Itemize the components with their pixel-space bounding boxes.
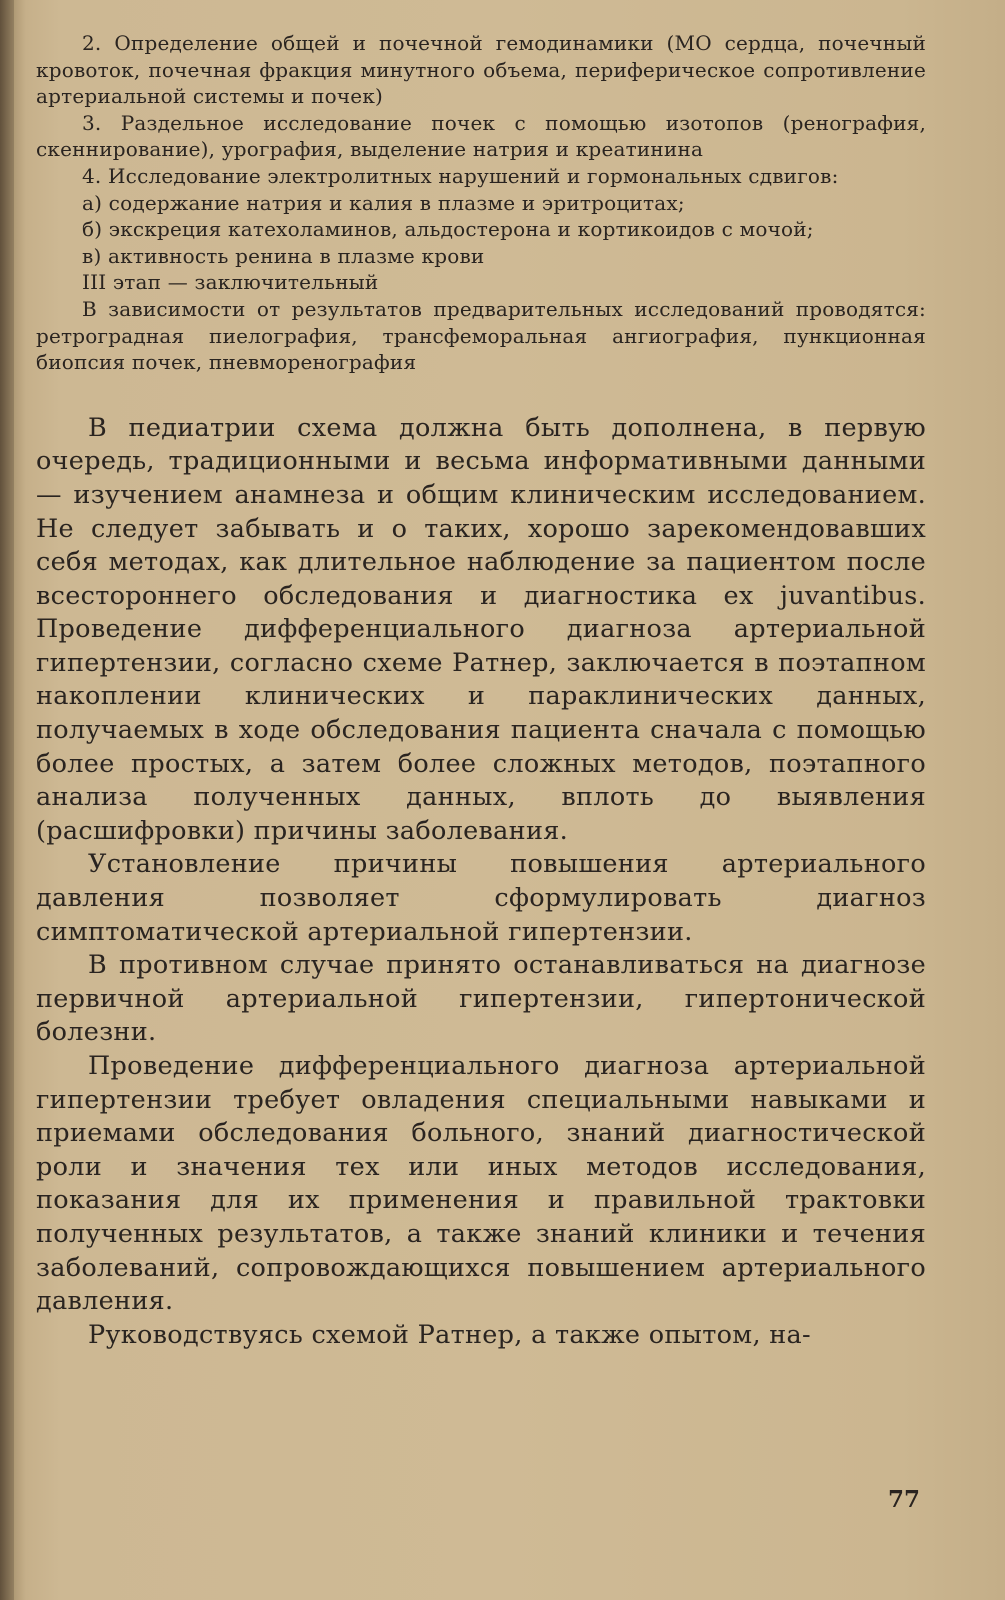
paragraph-skills: Проведение дифференциального диагноза артериальной гипертензии требует овладения специальными навыками и приемами обследования больного, знаний диагностической роли и значения тех или иных методов исследования, показания для их применения и правильной трактовки полученных результатов, а также знаний клиники и течения заболеваний, сопровождающихся повышением артериального давления. xyxy=(36,1051,926,1317)
main-text xyxy=(36,412,926,1353)
page-number: 77 xyxy=(887,1486,920,1513)
book-spine-shadow xyxy=(0,0,14,1600)
scheme-item-electrolytes: 4. Исследование электролитных нарушений и гормональных сдвигов: xyxy=(82,163,839,188)
paragraph-pediatrics: В педиатрии схема должна быть дополнена, в первую очередь, традиционными и весьма информативными данными — изучением анамнеза и общим клиническим исследованием. Не следует забывать и о таких, хорошо зарекомендовавших себя методах, как длительное наблюдение за пациентом после всестороннего обследования и диагностика ex juvantibus. Проведение дифференциального диагноза артериальной гипертензии, согласно схеме Ратнер, заключается в поэтапном накоплении клинических и параклинических данных, получаемых в ходе обследования пациента сначала с помощью более простых, а затем более сложных методов, поэтапного анализа полученных данных, вплоть до выявления (расшифровки) причины заболевания. xyxy=(36,412,926,846)
examination-scheme-list xyxy=(36,30,926,376)
paragraph-primary: В противном случае принято останавливаться на диагнозе первичной артериальной гипертензии, гипертонической болезни. xyxy=(36,950,926,1048)
paragraph-cause: Установление причины повышения артериального давления позволяет сформулировать диагноз симптоматической артериальной гипертензии. xyxy=(36,849,926,947)
scheme-item-hemodynamics: 2. Определение общей и почечной гемодинамики (МО сердца, почечный кровоток, почечная фракция минутного объема, периферическое сопротивление артериальной системы и почек) xyxy=(36,31,926,109)
paragraph-ratner: Руководствуясь схемой Ратнер, а также опытом, на- xyxy=(88,1319,811,1350)
scheme-subitem-a: а) содержание натрия и калия в плазме и эритроцитах; xyxy=(82,190,685,215)
stage-three-heading: III этап — заключительный xyxy=(82,270,379,295)
scheme-subitem-c: в) активность ренина в плазме крови xyxy=(82,243,485,268)
page-content xyxy=(36,30,926,1352)
scheme-subitem-b: б) экскреция катехоламинов, альдостерона и кортикоидов с мочой; xyxy=(82,217,814,242)
scheme-item-isotopes: 3. Раздельное исследование почек с помощью изотопов (ренография, скеннирование), урография, выделение натрия и креатинина xyxy=(36,110,926,162)
stage-three-description: В зависимости от результатов предварительных исследований проводятся: ретроградная пиелография, трансфеморальная ангиография, пункционная биопсия почек, пневморенография xyxy=(36,296,926,375)
